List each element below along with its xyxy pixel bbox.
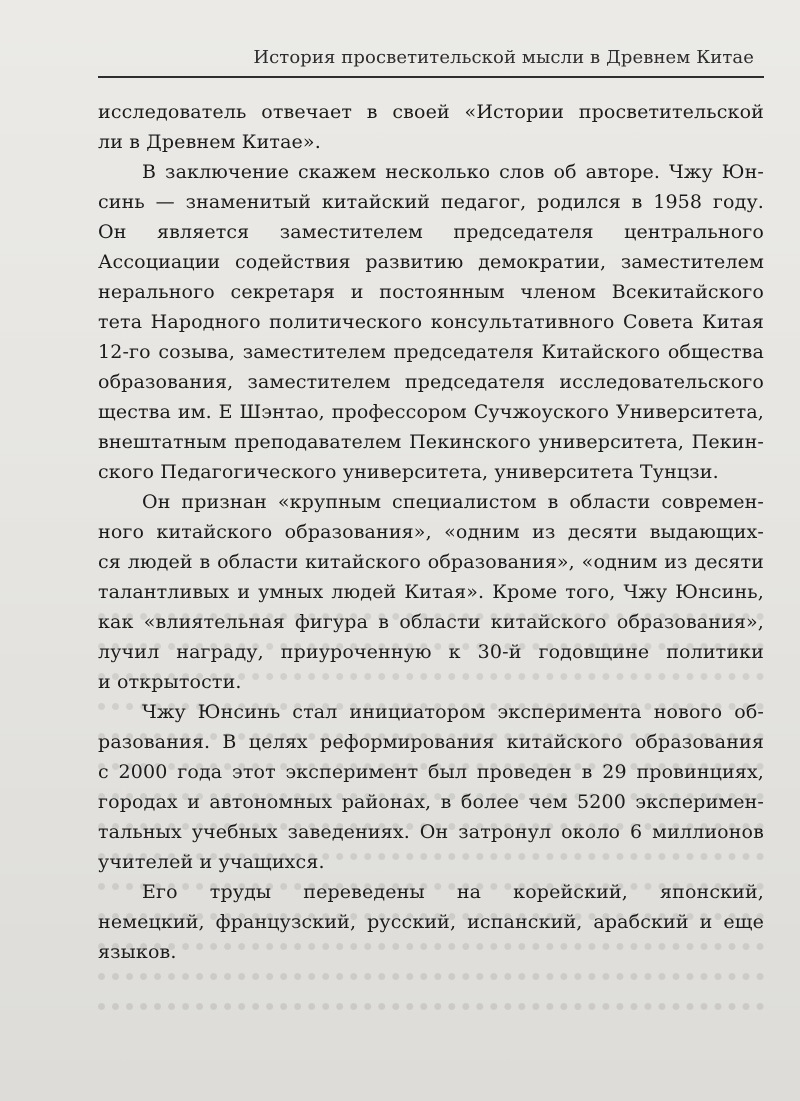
text-line: Он является заместителем председателя центрального [98, 221, 764, 243]
paragraph [98, 697, 764, 877]
paragraph [98, 487, 764, 697]
text-line: внештатным преподавателем Пекинского университета, Пекин- [98, 431, 764, 453]
text-line: ся людей в области китайского образования», «одним из десяти [98, 551, 764, 573]
body-text [98, 97, 764, 967]
text-line: образования, заместителем председателя исследовательского [98, 371, 764, 393]
header-rule [98, 76, 764, 78]
running-head-title: История просветительской мысли в Древнем Китае [253, 47, 754, 68]
text-line: Чжу Юнсинь стал инициатором эксперимента нового об- [142, 701, 764, 723]
text-line: разования. В целях реформирования китайского образования [98, 731, 764, 753]
text-line: как «влиятельная фигура в области китайского образования», [98, 611, 764, 633]
text-line: 12-го созыва, заместителем председателя Китайского общества [98, 341, 764, 363]
text-line: щества им. Е Шэнтао, профессором Сучжоуского Университета, [98, 401, 764, 423]
paragraph [98, 877, 764, 967]
text-line: с 2000 года этот эксперимент был проведен в 29 провинциях, [98, 761, 764, 783]
text-line: исследователь отвечает в своей «Истории просветительской [98, 101, 764, 123]
text-line: нерального секретаря и постоянным членом Всекитайского [98, 281, 764, 303]
text-line: и открытости. [98, 671, 242, 693]
text-line: немецкий, французский, русский, испанский, арабский и еще [98, 911, 764, 933]
text-line: тальных учебных заведениях. Он затронул около 6 миллионов [98, 821, 764, 843]
text-line: синь — знаменитый китайский педагог, родился в 1958 году. [98, 191, 764, 213]
text-line: учителей и учащихся. [98, 851, 325, 873]
text-line: Его труды переведены на корейский, японский, [142, 881, 764, 903]
text-line: талантливых и умных людей Китая». Кроме того, Чжу Юнсинь, [98, 581, 764, 603]
text-line: ного китайского образования», «одним из десяти выдающих- [98, 521, 764, 543]
paragraph [98, 157, 764, 487]
text-line: Он признан «крупным специалистом в области современ- [142, 491, 764, 513]
paragraph [98, 97, 764, 157]
text-line: городах и автономных районах, в более чем 5200 эксперимен- [98, 791, 764, 813]
text-line: Ассоциации содействия развитию демократии, заместителем [98, 251, 764, 273]
text-line: ли в Древнем Китае». [98, 131, 321, 153]
text-line: тета Народного политического консультативного Совета Китая [98, 311, 764, 333]
text-line: В заключение скажем несколько слов об авторе. Чжу Юн- [142, 161, 764, 183]
text-line: лучил награду, приуроченную к 30-й годовщине политики [98, 641, 764, 663]
text-line: языков. [98, 941, 177, 963]
text-line: ского Педагогического университета, университета Тунцзи. [98, 461, 719, 483]
